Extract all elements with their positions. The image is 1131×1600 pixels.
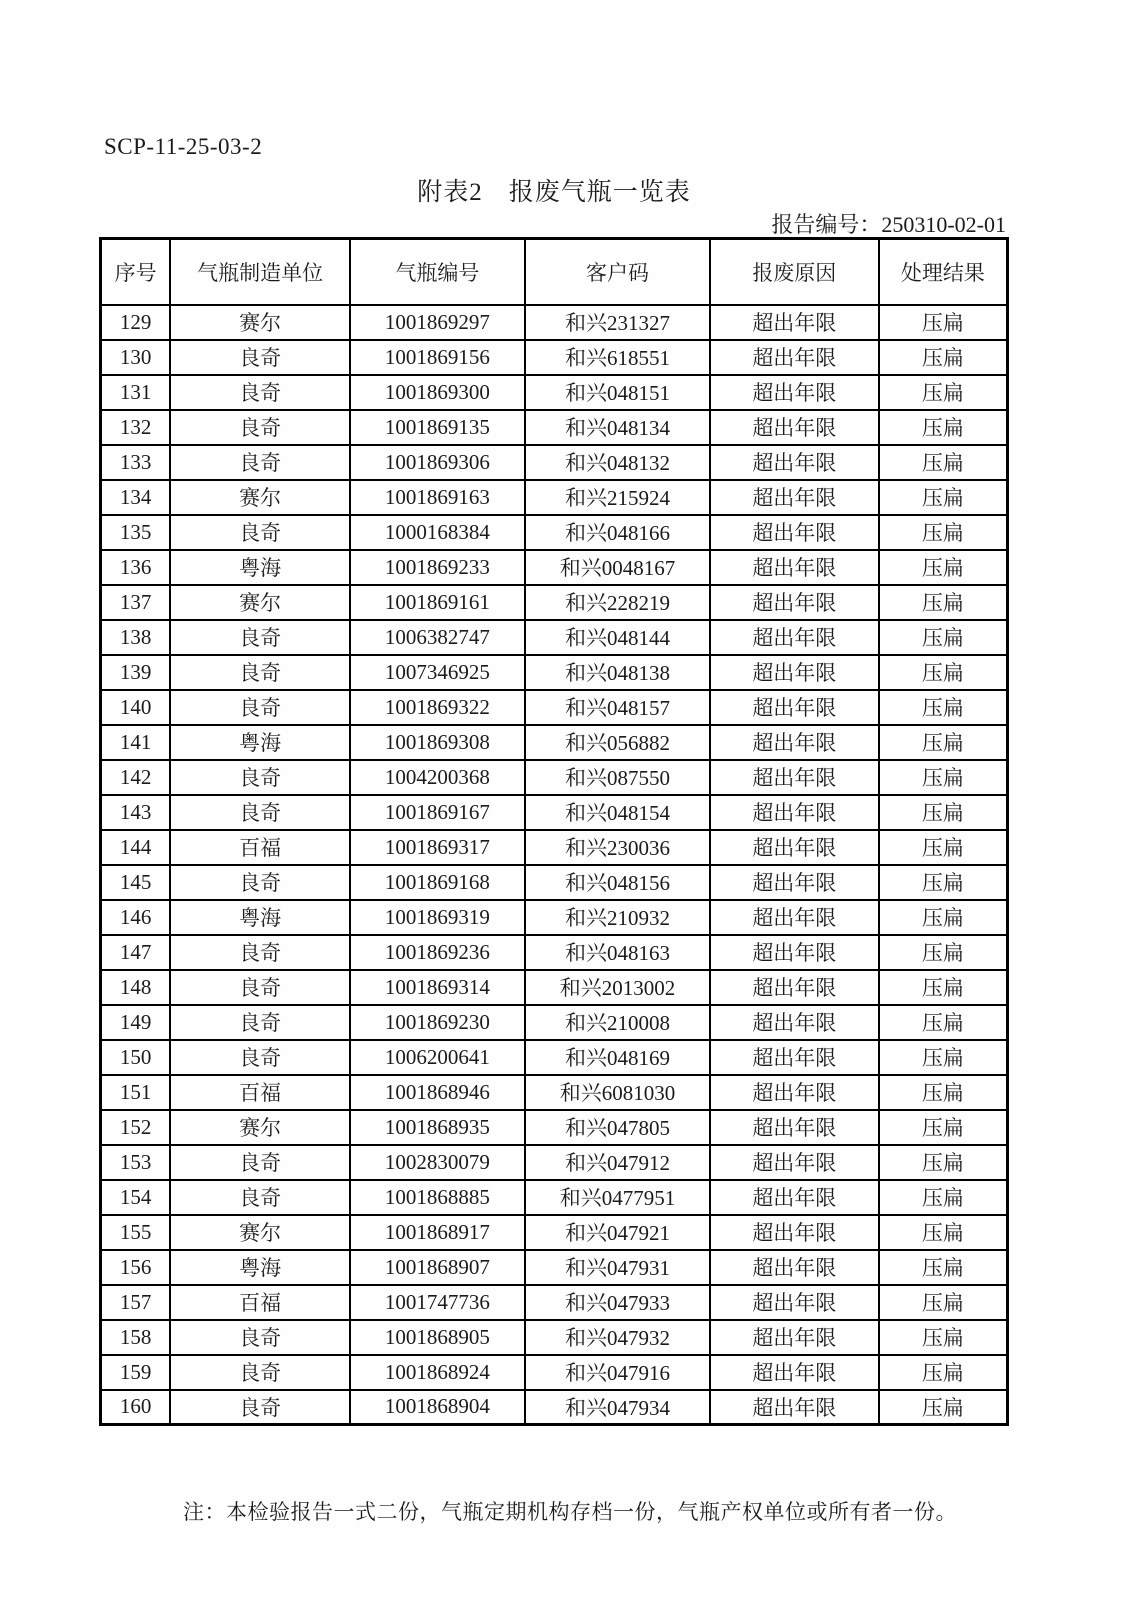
table-cell: 良奇 [170,795,350,830]
table-cell: 压扁 [879,410,1008,445]
header-row [101,239,1008,305]
table-cell: 压扁 [879,1215,1008,1250]
table-row [101,375,1008,410]
table-cell: 压扁 [879,480,1008,515]
table-cell: 156 [101,1250,171,1285]
table-cell: 超出年限 [710,445,879,480]
table-cell: 1001869233 [350,550,525,585]
table-cell: 超出年限 [710,690,879,725]
table-body [101,305,1008,1425]
table-cell: 137 [101,585,171,620]
table-cell: 155 [101,1215,171,1250]
table-cell: 超出年限 [710,795,879,830]
table-cell: 压扁 [879,865,1008,900]
table-row [101,655,1008,690]
table-cell: 超出年限 [710,760,879,795]
table-cell: 和兴048134 [525,410,710,445]
table-cell: 1001869308 [350,725,525,760]
table-cell: 压扁 [879,690,1008,725]
table-cell: 129 [101,305,171,340]
table-cell: 和兴087550 [525,760,710,795]
table-cell: 1001869168 [350,865,525,900]
table-cell: 138 [101,620,171,655]
table-row [101,305,1008,340]
table-row [101,760,1008,795]
table-cell: 1001868917 [350,1215,525,1250]
table-cell: 压扁 [879,1285,1008,1320]
table-row [101,1145,1008,1180]
table-cell: 压扁 [879,515,1008,550]
table-cell: 赛尔 [170,480,350,515]
table-cell: 超出年限 [710,865,879,900]
table-cell: 压扁 [879,305,1008,340]
table-cell: 和兴048154 [525,795,710,830]
table-cell: 压扁 [879,725,1008,760]
table-cell: 超出年限 [710,340,879,375]
table-cell: 158 [101,1320,171,1355]
report-number [771,208,1006,239]
table-cell: 1001869230 [350,1005,525,1040]
table-cell: 和兴0477951 [525,1180,710,1215]
table-cell: 压扁 [879,1355,1008,1390]
table-cell: 超出年限 [710,1110,879,1145]
table-cell: 和兴048151 [525,375,710,410]
table-cell: 1001868935 [350,1110,525,1145]
table-cell: 超出年限 [710,375,879,410]
col-header-cylinder-no: 气瓶编号 [350,239,525,305]
table-cell: 1001869163 [350,480,525,515]
table-row [101,1285,1008,1320]
table-row [101,340,1008,375]
table-cell: 良奇 [170,620,350,655]
table-cell: 良奇 [170,1005,350,1040]
table-cell: 超出年限 [710,1285,879,1320]
table-cell: 134 [101,480,171,515]
table-cell: 粤海 [170,1250,350,1285]
table-cell: 153 [101,1145,171,1180]
table-cell: 和兴215924 [525,480,710,515]
table-cell: 压扁 [879,1320,1008,1355]
table-row [101,830,1008,865]
table-row [101,1355,1008,1390]
table-cell: 超出年限 [710,1390,879,1425]
table-row [101,515,1008,550]
table-cell: 130 [101,340,171,375]
table-cell: 超出年限 [710,550,879,585]
table-cell: 良奇 [170,375,350,410]
footer-note: 注：本检验报告一式二份，气瓶定期机构存档一份，气瓶产权单位或所有者一份。 [183,1500,957,1524]
table-cell: 超出年限 [710,725,879,760]
table-cell: 压扁 [879,655,1008,690]
table-cell: 136 [101,550,171,585]
table-cell: 超出年限 [710,1215,879,1250]
col-header-manufacturer: 气瓶制造单位 [170,239,350,305]
table-cell: 135 [101,515,171,550]
table-cell: 和兴047933 [525,1285,710,1320]
table-row [101,690,1008,725]
table-cell: 良奇 [170,340,350,375]
table-cell: 1006382747 [350,620,525,655]
table-row [101,1180,1008,1215]
table-cell: 超出年限 [710,970,879,1005]
table-cell: 超出年限 [710,410,879,445]
table-cell: 百福 [170,1285,350,1320]
table-cell: 超出年限 [710,515,879,550]
table-row [101,1215,1008,1250]
doc-code: SCP-11-25-03-2 [104,134,263,159]
table-cell: 1001869156 [350,340,525,375]
table-cell: 良奇 [170,1180,350,1215]
scrap-cylinder-table [99,237,1009,1426]
table-cell: 超出年限 [710,305,879,340]
table-row [101,1320,1008,1355]
table-cell: 良奇 [170,515,350,550]
table-cell: 良奇 [170,445,350,480]
table-row [101,970,1008,1005]
page-title: 附表2 报废气瓶一览表 [417,179,691,206]
table-cell: 143 [101,795,171,830]
table-cell: 1001869322 [350,690,525,725]
table-row [101,550,1008,585]
table-cell: 和兴618551 [525,340,710,375]
table-cell: 压扁 [879,340,1008,375]
table-row [101,620,1008,655]
table-cell: 132 [101,410,171,445]
table-cell: 139 [101,655,171,690]
table-row [101,445,1008,480]
table-cell: 和兴2013002 [525,970,710,1005]
table-cell: 良奇 [170,1390,350,1425]
table-cell: 良奇 [170,1355,350,1390]
table-cell: 1001869319 [350,900,525,935]
table-cell: 压扁 [879,1250,1008,1285]
table-cell: 良奇 [170,1040,350,1075]
table-row [101,480,1008,515]
table-cell: 百福 [170,1075,350,1110]
table-cell: 压扁 [879,935,1008,970]
table-cell: 142 [101,760,171,795]
col-header-scrap-reason: 报废原因 [710,239,879,305]
table-cell: 和兴0048167 [525,550,710,585]
table-cell: 1001869161 [350,585,525,620]
table-cell: 赛尔 [170,585,350,620]
table-cell: 压扁 [879,760,1008,795]
table-cell: 超出年限 [710,1145,879,1180]
table-cell: 1001869167 [350,795,525,830]
table-cell: 超出年限 [710,830,879,865]
col-header-result: 处理结果 [879,239,1008,305]
table-cell: 压扁 [879,1390,1008,1425]
table-cell: 良奇 [170,970,350,1005]
table-cell: 133 [101,445,171,480]
table-cell: 1002830079 [350,1145,525,1180]
table-row [101,865,1008,900]
table-cell: 良奇 [170,1320,350,1355]
table-cell: 良奇 [170,655,350,690]
table-cell: 1001869297 [350,305,525,340]
table-cell: 良奇 [170,690,350,725]
table-cell: 赛尔 [170,1215,350,1250]
table-cell: 压扁 [879,900,1008,935]
table-cell: 百福 [170,830,350,865]
table-cell: 超出年限 [710,1320,879,1355]
table-row [101,410,1008,445]
table-cell: 和兴047934 [525,1390,710,1425]
table-cell: 和兴047912 [525,1145,710,1180]
table-cell: 1004200368 [350,760,525,795]
col-header-index: 序号 [101,239,171,305]
table-cell: 赛尔 [170,305,350,340]
table-cell: 140 [101,690,171,725]
table-cell: 压扁 [879,1040,1008,1075]
table-cell: 141 [101,725,171,760]
table-cell: 和兴048132 [525,445,710,480]
table-cell: 1001869317 [350,830,525,865]
table-cell: 和兴048166 [525,515,710,550]
table-row [101,1390,1008,1425]
table-cell: 147 [101,935,171,970]
table-cell: 1001869300 [350,375,525,410]
table-cell: 1007346925 [350,655,525,690]
table-cell: 和兴048144 [525,620,710,655]
table-cell: 超出年限 [710,585,879,620]
table-cell: 和兴048157 [525,690,710,725]
table-row [101,1110,1008,1145]
table-cell: 148 [101,970,171,1005]
table-cell: 1001747736 [350,1285,525,1320]
table-cell: 压扁 [879,1075,1008,1110]
table-cell: 154 [101,1180,171,1215]
table-cell: 和兴047931 [525,1250,710,1285]
table-cell: 150 [101,1040,171,1075]
table-cell: 159 [101,1355,171,1390]
col-header-customer-code: 客户码 [525,239,710,305]
table-cell: 压扁 [879,1005,1008,1040]
table-cell: 压扁 [879,620,1008,655]
table-cell: 粤海 [170,900,350,935]
table-cell: 1001869314 [350,970,525,1005]
table-cell: 超出年限 [710,480,879,515]
table-cell: 超出年限 [710,1040,879,1075]
table-cell: 超出年限 [710,900,879,935]
report-number-value: 250310-02-01 [881,212,1006,237]
table-cell: 1001869236 [350,935,525,970]
table-cell: 压扁 [879,1110,1008,1145]
table-row [101,900,1008,935]
table-cell: 149 [101,1005,171,1040]
table-cell: 1001868946 [350,1075,525,1110]
table-cell: 1001868924 [350,1355,525,1390]
table-cell: 151 [101,1075,171,1110]
table-cell: 压扁 [879,375,1008,410]
table-cell: 超出年限 [710,1250,879,1285]
table-cell: 和兴047932 [525,1320,710,1355]
table-cell: 和兴048138 [525,655,710,690]
table-cell: 和兴228219 [525,585,710,620]
table-cell: 157 [101,1285,171,1320]
table-cell: 压扁 [879,585,1008,620]
table-cell: 131 [101,375,171,410]
table-cell: 和兴048169 [525,1040,710,1075]
table-cell: 压扁 [879,445,1008,480]
table-cell: 超出年限 [710,935,879,970]
table-cell: 1000168384 [350,515,525,550]
table-cell: 和兴210932 [525,900,710,935]
table-cell: 和兴6081030 [525,1075,710,1110]
table-cell: 145 [101,865,171,900]
table-header [101,239,1008,305]
table-cell: 超出年限 [710,1005,879,1040]
table-cell: 粤海 [170,550,350,585]
table-row [101,935,1008,970]
table-cell: 1001869135 [350,410,525,445]
table-row [101,1005,1008,1040]
table-cell: 1001868885 [350,1180,525,1215]
table-cell: 和兴048156 [525,865,710,900]
table-cell: 和兴231327 [525,305,710,340]
table-cell: 压扁 [879,550,1008,585]
table-row [101,585,1008,620]
table-cell: 和兴047916 [525,1355,710,1390]
table-cell: 压扁 [879,1145,1008,1180]
table-cell: 1006200641 [350,1040,525,1075]
table-cell: 1001868907 [350,1250,525,1285]
table-cell: 压扁 [879,830,1008,865]
table-cell: 和兴048163 [525,935,710,970]
table-cell: 1001869306 [350,445,525,480]
table-cell: 160 [101,1390,171,1425]
table-cell: 146 [101,900,171,935]
table-cell: 和兴056882 [525,725,710,760]
table-cell: 超出年限 [710,1355,879,1390]
table-cell: 1001868904 [350,1390,525,1425]
table-cell: 压扁 [879,795,1008,830]
table-row [101,725,1008,760]
table-cell: 粤海 [170,725,350,760]
table-row [101,1040,1008,1075]
table-cell: 超出年限 [710,620,879,655]
table-cell: 良奇 [170,935,350,970]
table-cell: 超出年限 [710,1180,879,1215]
table-cell: 压扁 [879,1180,1008,1215]
table-cell: 和兴047805 [525,1110,710,1145]
table-row [101,795,1008,830]
table-cell: 良奇 [170,1145,350,1180]
table-cell: 和兴210008 [525,1005,710,1040]
table-cell: 超出年限 [710,1075,879,1110]
table-cell: 和兴047921 [525,1215,710,1250]
table-cell: 144 [101,830,171,865]
table-row [101,1250,1008,1285]
table-cell: 良奇 [170,865,350,900]
table-cell: 和兴230036 [525,830,710,865]
table-cell: 压扁 [879,970,1008,1005]
table-cell: 1001868905 [350,1320,525,1355]
table-cell: 超出年限 [710,655,879,690]
table-cell: 良奇 [170,410,350,445]
table-cell: 良奇 [170,760,350,795]
report-number-label: 报告编号： [771,212,882,237]
table-row [101,1075,1008,1110]
table-cell: 赛尔 [170,1110,350,1145]
table-cell: 152 [101,1110,171,1145]
